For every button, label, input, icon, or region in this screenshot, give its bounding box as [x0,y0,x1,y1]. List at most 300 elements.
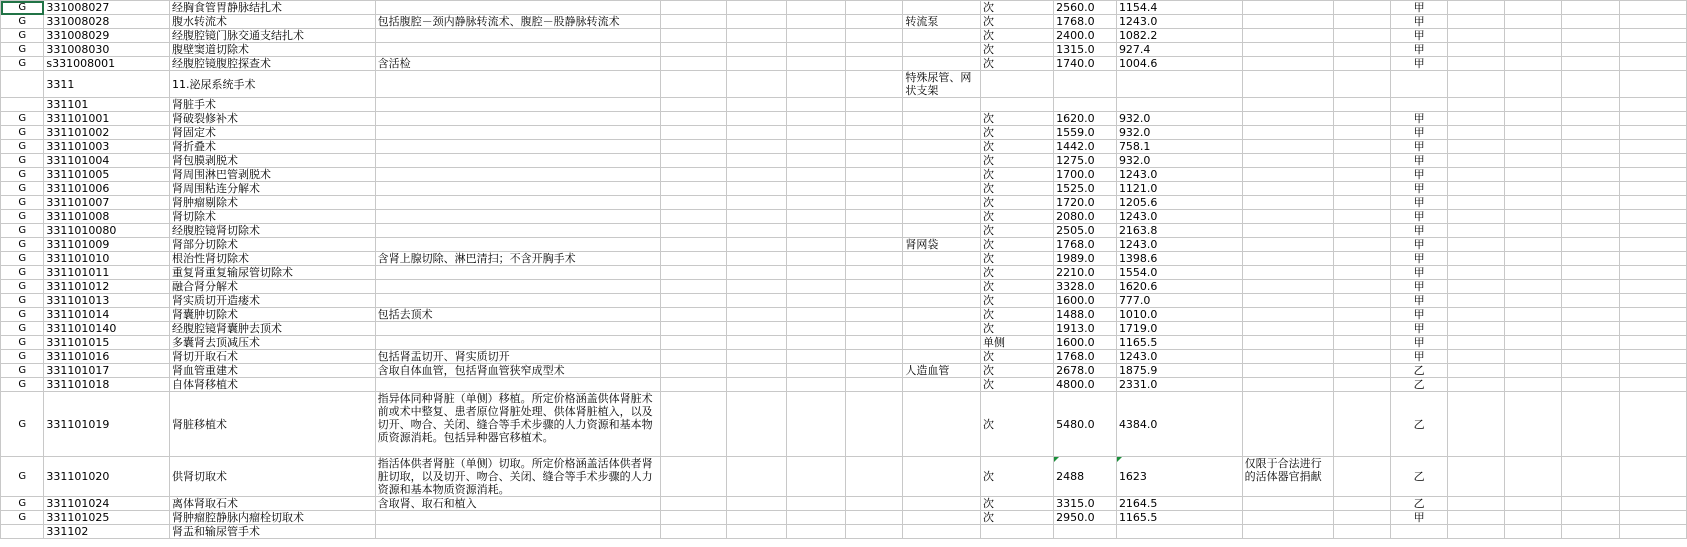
flag-cell[interactable] [1,71,44,98]
category-cell[interactable]: 甲 [1391,511,1448,525]
price2-cell[interactable]: 1154.4 [1116,1,1242,15]
price1-cell[interactable]: 1768.0 [1054,350,1117,364]
empty-cell[interactable] [1333,71,1390,98]
empty-cell[interactable] [1333,29,1390,43]
note-cell[interactable] [1242,497,1333,511]
empty-cell[interactable] [846,238,903,252]
table-row[interactable] [1,322,1687,336]
unit-cell[interactable]: 次 [981,364,1054,378]
empty-cell[interactable] [1448,98,1505,112]
flag-cell[interactable]: G [1,1,44,15]
unit-cell[interactable]: 次 [981,29,1054,43]
unit-cell[interactable]: 次 [981,57,1054,71]
flag-cell[interactable]: G [1,392,44,457]
price2-cell[interactable]: 1719.0 [1116,322,1242,336]
category-cell[interactable]: 乙 [1391,378,1448,392]
flag-cell[interactable] [1,525,44,539]
note-cell[interactable] [1242,140,1333,154]
note-cell[interactable] [1242,29,1333,43]
empty-cell[interactable] [1333,210,1390,224]
empty-cell[interactable] [1333,392,1390,457]
note-cell[interactable] [1242,15,1333,29]
flag-cell[interactable]: G [1,322,44,336]
table-row[interactable] [1,308,1687,322]
empty-cell[interactable] [1562,266,1619,280]
empty-cell[interactable] [1619,15,1687,29]
desc-cell[interactable]: 包括去顶术 [375,308,661,322]
empty-cell[interactable] [727,196,786,210]
code-cell[interactable]: 331101010 [44,252,170,266]
material-cell[interactable] [903,252,981,266]
empty-cell[interactable] [1562,294,1619,308]
empty-cell[interactable] [846,511,903,525]
flag-cell[interactable]: G [1,182,44,196]
empty-cell[interactable] [1448,112,1505,126]
material-cell[interactable] [903,57,981,71]
empty-cell[interactable] [846,71,903,98]
table-row[interactable] [1,238,1687,252]
empty-cell[interactable] [1333,168,1390,182]
table-row[interactable] [1,511,1687,525]
price1-cell[interactable]: 1525.0 [1054,182,1117,196]
empty-cell[interactable] [661,57,727,71]
empty-cell[interactable] [1333,98,1390,112]
unit-cell[interactable]: 次 [981,1,1054,15]
code-cell[interactable]: 331101025 [44,511,170,525]
empty-cell[interactable] [1448,350,1505,364]
empty-cell[interactable] [661,378,727,392]
empty-cell[interactable] [727,294,786,308]
empty-cell[interactable] [1562,364,1619,378]
material-cell[interactable] [903,168,981,182]
price1-cell[interactable]: 1275.0 [1054,154,1117,168]
empty-cell[interactable] [1448,168,1505,182]
material-cell[interactable] [903,350,981,364]
name-cell[interactable]: 肾破裂修补术 [170,112,376,126]
empty-cell[interactable] [1619,43,1687,57]
category-cell[interactable]: 甲 [1391,29,1448,43]
desc-cell[interactable] [375,112,661,126]
note-cell[interactable] [1242,57,1333,71]
empty-cell[interactable] [1619,497,1687,511]
material-cell[interactable] [903,98,981,112]
unit-cell[interactable]: 次 [981,392,1054,457]
empty-cell[interactable] [1505,154,1562,168]
price2-cell[interactable]: 932.0 [1116,112,1242,126]
note-cell[interactable] [1242,71,1333,98]
empty-cell[interactable] [727,280,786,294]
empty-cell[interactable] [661,392,727,457]
empty-cell[interactable] [727,238,786,252]
empty-cell[interactable] [1333,350,1390,364]
material-cell[interactable] [903,1,981,15]
code-cell[interactable]: 331008027 [44,1,170,15]
table-row[interactable] [1,29,1687,43]
flag-cell[interactable]: G [1,280,44,294]
note-cell[interactable] [1242,336,1333,350]
price2-cell[interactable]: 932.0 [1116,154,1242,168]
price2-cell[interactable] [1116,525,1242,539]
note-cell[interactable] [1242,378,1333,392]
flag-cell[interactable]: G [1,252,44,266]
note-cell[interactable] [1242,294,1333,308]
empty-cell[interactable] [1562,457,1619,497]
empty-cell[interactable] [1619,29,1687,43]
empty-cell[interactable] [1448,29,1505,43]
empty-cell[interactable] [846,497,903,511]
empty-cell[interactable] [661,182,727,196]
category-cell[interactable]: 甲 [1391,140,1448,154]
empty-cell[interactable] [1448,224,1505,238]
category-cell[interactable]: 甲 [1391,252,1448,266]
note-cell[interactable]: 仅限于合法进行的活体器官捐献 [1242,457,1333,497]
empty-cell[interactable] [846,252,903,266]
material-cell[interactable]: 转流泵 [903,15,981,29]
price1-cell[interactable]: 1315.0 [1054,43,1117,57]
empty-cell[interactable] [1562,336,1619,350]
empty-cell[interactable] [1562,238,1619,252]
unit-cell[interactable] [981,525,1054,539]
category-cell[interactable]: 甲 [1391,322,1448,336]
unit-cell[interactable]: 次 [981,196,1054,210]
table-row[interactable] [1,1,1687,15]
empty-cell[interactable] [846,525,903,539]
empty-cell[interactable] [1333,43,1390,57]
price1-cell[interactable]: 1768.0 [1054,238,1117,252]
empty-cell[interactable] [786,525,845,539]
table-row[interactable] [1,266,1687,280]
code-cell[interactable]: 3311 [44,71,170,98]
empty-cell[interactable] [846,57,903,71]
desc-cell[interactable] [375,294,661,308]
table-row[interactable] [1,112,1687,126]
empty-cell[interactable] [727,15,786,29]
category-cell[interactable]: 甲 [1391,168,1448,182]
empty-cell[interactable] [727,224,786,238]
unit-cell[interactable]: 次 [981,308,1054,322]
name-cell[interactable]: 经腹腔镜肾切除术 [170,224,376,238]
unit-cell[interactable]: 次 [981,322,1054,336]
empty-cell[interactable] [1562,280,1619,294]
empty-cell[interactable] [786,196,845,210]
name-cell[interactable]: 肾盂和输尿管手术 [170,525,376,539]
empty-cell[interactable] [786,1,845,15]
price1-cell[interactable]: 1600.0 [1054,294,1117,308]
empty-cell[interactable] [786,378,845,392]
unit-cell[interactable]: 次 [981,252,1054,266]
empty-cell[interactable] [846,308,903,322]
material-cell[interactable]: 肾网袋 [903,238,981,252]
empty-cell[interactable] [1562,252,1619,266]
material-cell[interactable] [903,182,981,196]
price2-cell[interactable]: 927.4 [1116,43,1242,57]
material-cell[interactable] [903,196,981,210]
empty-cell[interactable] [1333,252,1390,266]
empty-cell[interactable] [1562,350,1619,364]
empty-cell[interactable] [727,266,786,280]
material-cell[interactable] [903,392,981,457]
note-cell[interactable] [1242,308,1333,322]
desc-cell[interactable] [375,43,661,57]
empty-cell[interactable] [1562,168,1619,182]
empty-cell[interactable] [727,308,786,322]
empty-cell[interactable] [661,364,727,378]
empty-cell[interactable] [846,140,903,154]
empty-cell[interactable] [846,364,903,378]
empty-cell[interactable] [1448,15,1505,29]
empty-cell[interactable] [661,336,727,350]
empty-cell[interactable] [661,15,727,29]
empty-cell[interactable] [727,322,786,336]
unit-cell[interactable]: 次 [981,43,1054,57]
price1-cell[interactable]: 1488.0 [1054,308,1117,322]
empty-cell[interactable] [1505,457,1562,497]
empty-cell[interactable] [1619,57,1687,71]
table-row[interactable] [1,457,1687,497]
empty-cell[interactable] [846,196,903,210]
empty-cell[interactable] [661,140,727,154]
empty-cell[interactable] [1448,182,1505,196]
empty-cell[interactable] [661,294,727,308]
desc-cell[interactable] [375,98,661,112]
desc-cell[interactable] [375,280,661,294]
empty-cell[interactable] [661,154,727,168]
table-row[interactable] [1,378,1687,392]
name-cell[interactable]: 肾肿瘤剔除术 [170,196,376,210]
flag-cell[interactable]: G [1,15,44,29]
empty-cell[interactable] [846,168,903,182]
category-cell[interactable] [1391,98,1448,112]
empty-cell[interactable] [786,294,845,308]
empty-cell[interactable] [1333,525,1390,539]
empty-cell[interactable] [1505,224,1562,238]
desc-cell[interactable] [375,154,661,168]
empty-cell[interactable] [1505,336,1562,350]
note-cell[interactable] [1242,392,1333,457]
empty-cell[interactable] [1562,308,1619,322]
empty-cell[interactable] [1619,350,1687,364]
flag-cell[interactable]: G [1,294,44,308]
name-cell[interactable]: 根治性肾切除术 [170,252,376,266]
unit-cell[interactable]: 次 [981,15,1054,29]
table-row[interactable] [1,98,1687,112]
desc-cell[interactable]: 指异体同种肾脏（单侧）移植。所定价格涵盖供体肾脏术前或术中整复、患者原位肾脏处理、供体肾脏植入，以及切开、吻合、关闭、缝合等手术步骤的人力资源和基本物质资源消耗。包括异种器官移植术。 [375,392,661,457]
empty-cell[interactable] [661,322,727,336]
empty-cell[interactable] [786,457,845,497]
empty-cell[interactable] [727,378,786,392]
note-cell[interactable] [1242,364,1333,378]
material-cell[interactable] [903,497,981,511]
price1-cell[interactable]: 1442.0 [1054,140,1117,154]
category-cell[interactable]: 甲 [1391,224,1448,238]
table-row[interactable] [1,71,1687,98]
empty-cell[interactable] [727,525,786,539]
table-row[interactable] [1,126,1687,140]
code-cell[interactable]: 331101001 [44,112,170,126]
empty-cell[interactable] [1333,266,1390,280]
price2-cell[interactable]: 2164.5 [1116,497,1242,511]
price2-cell[interactable]: 1205.6 [1116,196,1242,210]
category-cell[interactable]: 甲 [1391,112,1448,126]
price2-cell[interactable]: 932.0 [1116,126,1242,140]
category-cell[interactable]: 甲 [1391,57,1448,71]
empty-cell[interactable] [1448,1,1505,15]
price2-cell[interactable]: 1082.2 [1116,29,1242,43]
empty-cell[interactable] [727,364,786,378]
desc-cell[interactable] [375,224,661,238]
price1-cell[interactable]: 1700.0 [1054,168,1117,182]
empty-cell[interactable] [786,350,845,364]
empty-cell[interactable] [1505,322,1562,336]
table-row[interactable] [1,168,1687,182]
empty-cell[interactable] [1333,322,1390,336]
empty-cell[interactable] [1333,294,1390,308]
price1-cell[interactable] [1054,98,1117,112]
material-cell[interactable]: 人造血管 [903,364,981,378]
empty-cell[interactable] [1562,392,1619,457]
empty-cell[interactable] [786,71,845,98]
empty-cell[interactable] [1619,336,1687,350]
empty-cell[interactable] [786,98,845,112]
unit-cell[interactable]: 次 [981,280,1054,294]
name-cell[interactable]: 肾肿瘤腔静脉内瘤栓切取术 [170,511,376,525]
empty-cell[interactable] [1448,322,1505,336]
name-cell[interactable]: 肾周围淋巴管剥脱术 [170,168,376,182]
empty-cell[interactable] [1619,196,1687,210]
empty-cell[interactable] [1619,308,1687,322]
note-cell[interactable] [1242,525,1333,539]
code-cell[interactable]: 331101019 [44,392,170,457]
empty-cell[interactable] [1505,71,1562,98]
desc-cell[interactable]: 包括腹腔－颈内静脉转流术、腹腔－股静脉转流术 [375,15,661,29]
empty-cell[interactable] [1505,15,1562,29]
empty-cell[interactable] [727,182,786,196]
material-cell[interactable] [903,29,981,43]
note-cell[interactable] [1242,252,1333,266]
unit-cell[interactable]: 次 [981,140,1054,154]
empty-cell[interactable] [1562,1,1619,15]
unit-cell[interactable] [981,71,1054,98]
unit-cell[interactable]: 次 [981,497,1054,511]
empty-cell[interactable] [786,322,845,336]
empty-cell[interactable] [1505,392,1562,457]
code-cell[interactable]: 331008030 [44,43,170,57]
empty-cell[interactable] [1333,336,1390,350]
code-cell[interactable]: s331008001 [44,57,170,71]
empty-cell[interactable] [1562,525,1619,539]
empty-cell[interactable] [1619,252,1687,266]
name-cell[interactable]: 经胸食管胃静脉结扎术 [170,1,376,15]
unit-cell[interactable]: 次 [981,457,1054,497]
desc-cell[interactable]: 含取肾、取石和植入 [375,497,661,511]
empty-cell[interactable] [846,322,903,336]
empty-cell[interactable] [727,43,786,57]
price2-cell[interactable]: 758.1 [1116,140,1242,154]
empty-cell[interactable] [1333,457,1390,497]
empty-cell[interactable] [1448,392,1505,457]
name-cell[interactable]: 经腹腔镜肾囊肿去顶术 [170,322,376,336]
category-cell[interactable]: 乙 [1391,497,1448,511]
material-cell[interactable] [903,457,981,497]
empty-cell[interactable] [1333,15,1390,29]
table-row[interactable] [1,182,1687,196]
price2-cell[interactable]: 1243.0 [1116,210,1242,224]
table-row[interactable] [1,15,1687,29]
note-cell[interactable] [1242,511,1333,525]
price1-cell[interactable]: 2210.0 [1054,266,1117,280]
price2-cell[interactable]: 1004.6 [1116,57,1242,71]
empty-cell[interactable] [1562,43,1619,57]
desc-cell[interactable]: 包括肾盂切开、肾实质切开 [375,350,661,364]
empty-cell[interactable] [786,29,845,43]
empty-cell[interactable] [1448,308,1505,322]
empty-cell[interactable] [727,1,786,15]
table-row[interactable] [1,525,1687,539]
price2-cell[interactable] [1116,71,1242,98]
empty-cell[interactable] [1333,378,1390,392]
desc-cell[interactable] [375,1,661,15]
empty-cell[interactable] [1562,511,1619,525]
empty-cell[interactable] [1448,525,1505,539]
desc-cell[interactable] [375,322,661,336]
desc-cell[interactable] [375,71,661,98]
empty-cell[interactable] [786,112,845,126]
empty-cell[interactable] [727,457,786,497]
empty-cell[interactable] [727,336,786,350]
empty-cell[interactable] [846,294,903,308]
empty-cell[interactable] [1505,266,1562,280]
name-cell[interactable]: 肾包膜剥脱术 [170,154,376,168]
unit-cell[interactable]: 次 [981,126,1054,140]
category-cell[interactable]: 甲 [1391,336,1448,350]
price1-cell[interactable]: 2080.0 [1054,210,1117,224]
empty-cell[interactable] [1619,126,1687,140]
empty-cell[interactable] [846,43,903,57]
empty-cell[interactable] [661,350,727,364]
empty-cell[interactable] [846,126,903,140]
empty-cell[interactable] [1562,497,1619,511]
desc-cell[interactable]: 含肾上腺切除、淋巴清扫；不含开胸手术 [375,252,661,266]
empty-cell[interactable] [1333,182,1390,196]
empty-cell[interactable] [786,308,845,322]
empty-cell[interactable] [727,71,786,98]
empty-cell[interactable] [1619,322,1687,336]
flag-cell[interactable]: G [1,168,44,182]
category-cell[interactable]: 甲 [1391,308,1448,322]
empty-cell[interactable] [1505,57,1562,71]
empty-cell[interactable] [1333,238,1390,252]
empty-cell[interactable] [1448,266,1505,280]
price1-cell[interactable]: 2560.0 [1054,1,1117,15]
price2-cell[interactable]: 1243.0 [1116,168,1242,182]
desc-cell[interactable] [375,238,661,252]
empty-cell[interactable] [1505,1,1562,15]
name-cell[interactable]: 肾周围粘连分解术 [170,182,376,196]
empty-cell[interactable] [1505,350,1562,364]
name-cell[interactable]: 自体肾移植术 [170,378,376,392]
unit-cell[interactable]: 次 [981,210,1054,224]
unit-cell[interactable]: 单侧 [981,336,1054,350]
empty-cell[interactable] [1505,280,1562,294]
price1-cell[interactable]: 5480.0 [1054,392,1117,457]
category-cell[interactable]: 甲 [1391,350,1448,364]
code-cell[interactable]: 331101 [44,98,170,112]
empty-cell[interactable] [1619,224,1687,238]
empty-cell[interactable] [1562,182,1619,196]
table-row[interactable] [1,43,1687,57]
empty-cell[interactable] [1619,168,1687,182]
name-cell[interactable]: 离体肾取石术 [170,497,376,511]
